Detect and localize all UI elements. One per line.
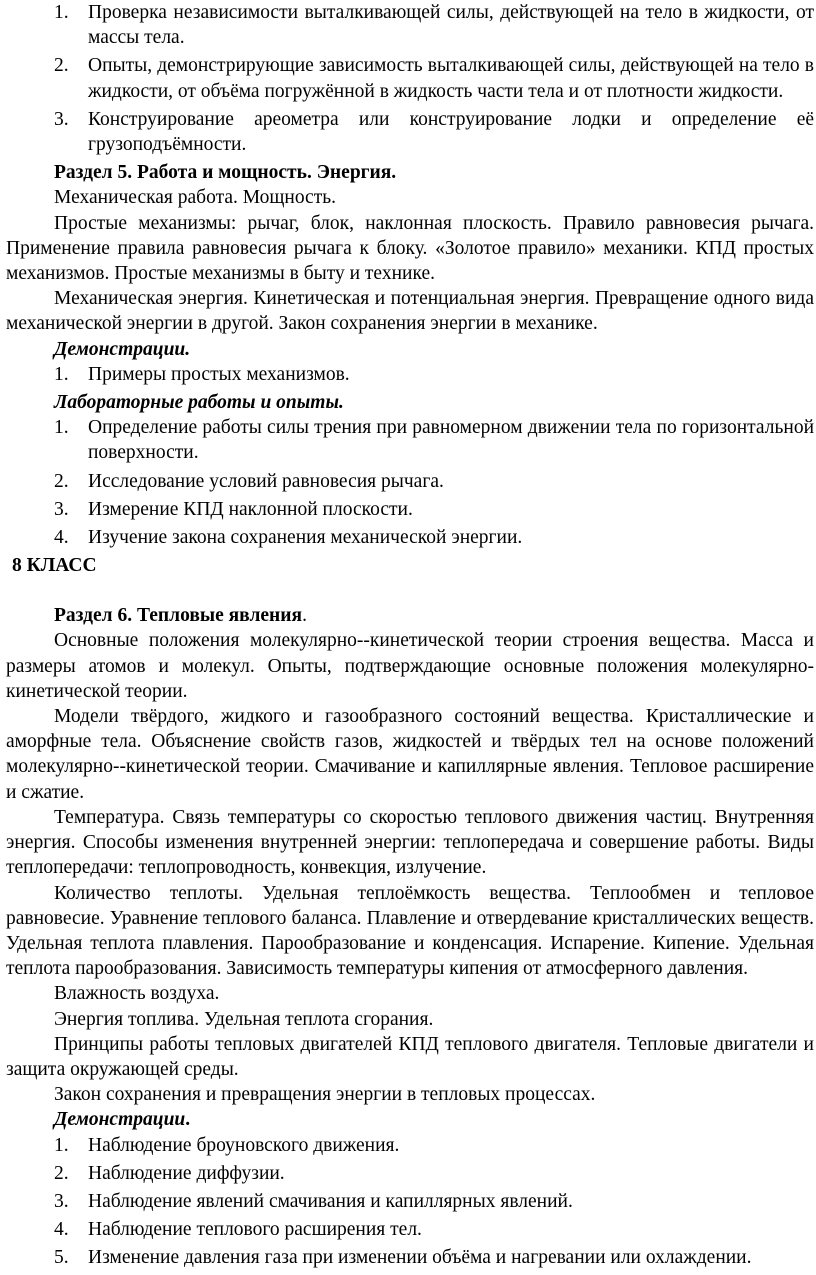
list-item: 4. Изучение закона сохранения механической энергии. bbox=[54, 527, 523, 549]
paragraph: Модели твёрдого, жидкого и газообразного состояний вещества. Кристаллические и аморфные тела. Объяснение свойств газов, жидкостей и твёрдых тел на основе положений молекулярно--кинетической теории. Смачивание и капиллярные явления. Тепловое расширение и сжатие. bbox=[6, 706, 814, 803]
demonstrations-list bbox=[6, 1133, 814, 1271]
section-6-title: Раздел 6. Тепловые явления. bbox=[54, 605, 307, 627]
list-item: 3. Измерение КПД наклонной плоскости. bbox=[54, 498, 413, 520]
paragraph: Механическая работа. Мощность. bbox=[54, 187, 336, 209]
paragraph: Количество теплоты. Удельная теплоёмкость вещества. Теплообмен и тепловое равновесие. Уравнение теплового баланса. Плавление и отвердевание кристаллических веществ. Удельная теплота плавления. Парообразование и конденсация. Испарение. Кипение. Удельная теплота парообразования. Зависимость температуры кипения от атмосферного давления. bbox=[6, 882, 814, 980]
list-item: 2. Исследование условий равновесия рычага. bbox=[54, 470, 444, 492]
paragraph: Температура. Связь температуры со скоростью теплового движения частиц. Внутренняя энергия. Способы изменения внутренней энергии: теплопередача и совершение работы. Виды теплопередачи: теплопроводность, конвекция, излучение. bbox=[6, 806, 814, 879]
list-item: 2. Наблюдение диффузии. bbox=[54, 1162, 285, 1184]
list-item: 3. Конструирование ареометра или конструирование лодки и определение её грузоподъёмности. bbox=[54, 108, 814, 156]
paragraph: Основные положения молекулярно--кинетической теории строения вещества. Масса и размеры атомов и молекул. Опыты, подтверждающие основные положения молекулярно-кинетической теории. bbox=[6, 630, 814, 702]
experiments-list-continued bbox=[6, 0, 814, 157]
list-item: 2. Опыты, демонстрирующие зависимость выталкивающей силы, действующей на тело в жидкости, от объёма погружённой в жидкость части тела и от плотности жидкости. bbox=[54, 55, 814, 102]
grade-heading: 8 КЛАСС bbox=[12, 555, 97, 577]
list-item: 1. Проверка независимости выталкивающей силы, действующей на тело в жидкости, от массы тела. bbox=[54, 2, 814, 49]
paragraph: Простые механизмы: рычаг, блок, наклонная плоскость. Правило равновесия рычага. Применение правила равновесия рычага к блоку. «Золотое правило» механики. КПД простых механизмов. Простые механизмы в быту и технике. bbox=[6, 212, 814, 285]
paragraph: Закон сохранения и превращения энергии в тепловых процессах. bbox=[54, 1084, 596, 1106]
list-item: 4. Наблюдение теплового расширения тел. bbox=[54, 1219, 422, 1241]
demonstrations-heading: Демонстрации. bbox=[54, 338, 191, 360]
list-item: 5. Изменение давления газа при изменении объёма и нагревании или охлаждении. bbox=[54, 1247, 752, 1269]
lab-works-heading: Лабораторные работы и опыты. bbox=[54, 392, 344, 414]
list-item: 3. Наблюдение явлений смачивания и капиллярных явлений. bbox=[54, 1190, 573, 1212]
demonstrations-list bbox=[6, 362, 814, 387]
list-item: 1. Примеры простых механизмов. bbox=[54, 363, 350, 385]
paragraph: Механическая энергия. Кинетическая и потенциальная энергия. Превращение одного вида механической энергии в другой. Закон сохранения энергии в механике. bbox=[6, 288, 814, 335]
demonstrations-heading: Демонстрации. bbox=[54, 1109, 191, 1131]
list-item: 1. Наблюдение броуновского движения. bbox=[54, 1134, 400, 1156]
paragraph: Энергия топлива. Удельная теплота сгорания. bbox=[54, 1008, 434, 1030]
lab-works-list bbox=[6, 415, 814, 550]
list-item: 1. Определение работы силы трения при равномерном движении тела по горизонтальной поверхности. bbox=[54, 417, 814, 464]
section-5-title: Раздел 5. Работа и мощность. Энергия. bbox=[54, 162, 397, 184]
document-content bbox=[6, 0, 814, 1274]
paragraph: Влажность воздуха. bbox=[54, 983, 220, 1005]
paragraph: Принципы работы тепловых двигателей КПД теплового двигателя. Тепловые двигатели и защита окружающей среды. bbox=[6, 1033, 814, 1080]
